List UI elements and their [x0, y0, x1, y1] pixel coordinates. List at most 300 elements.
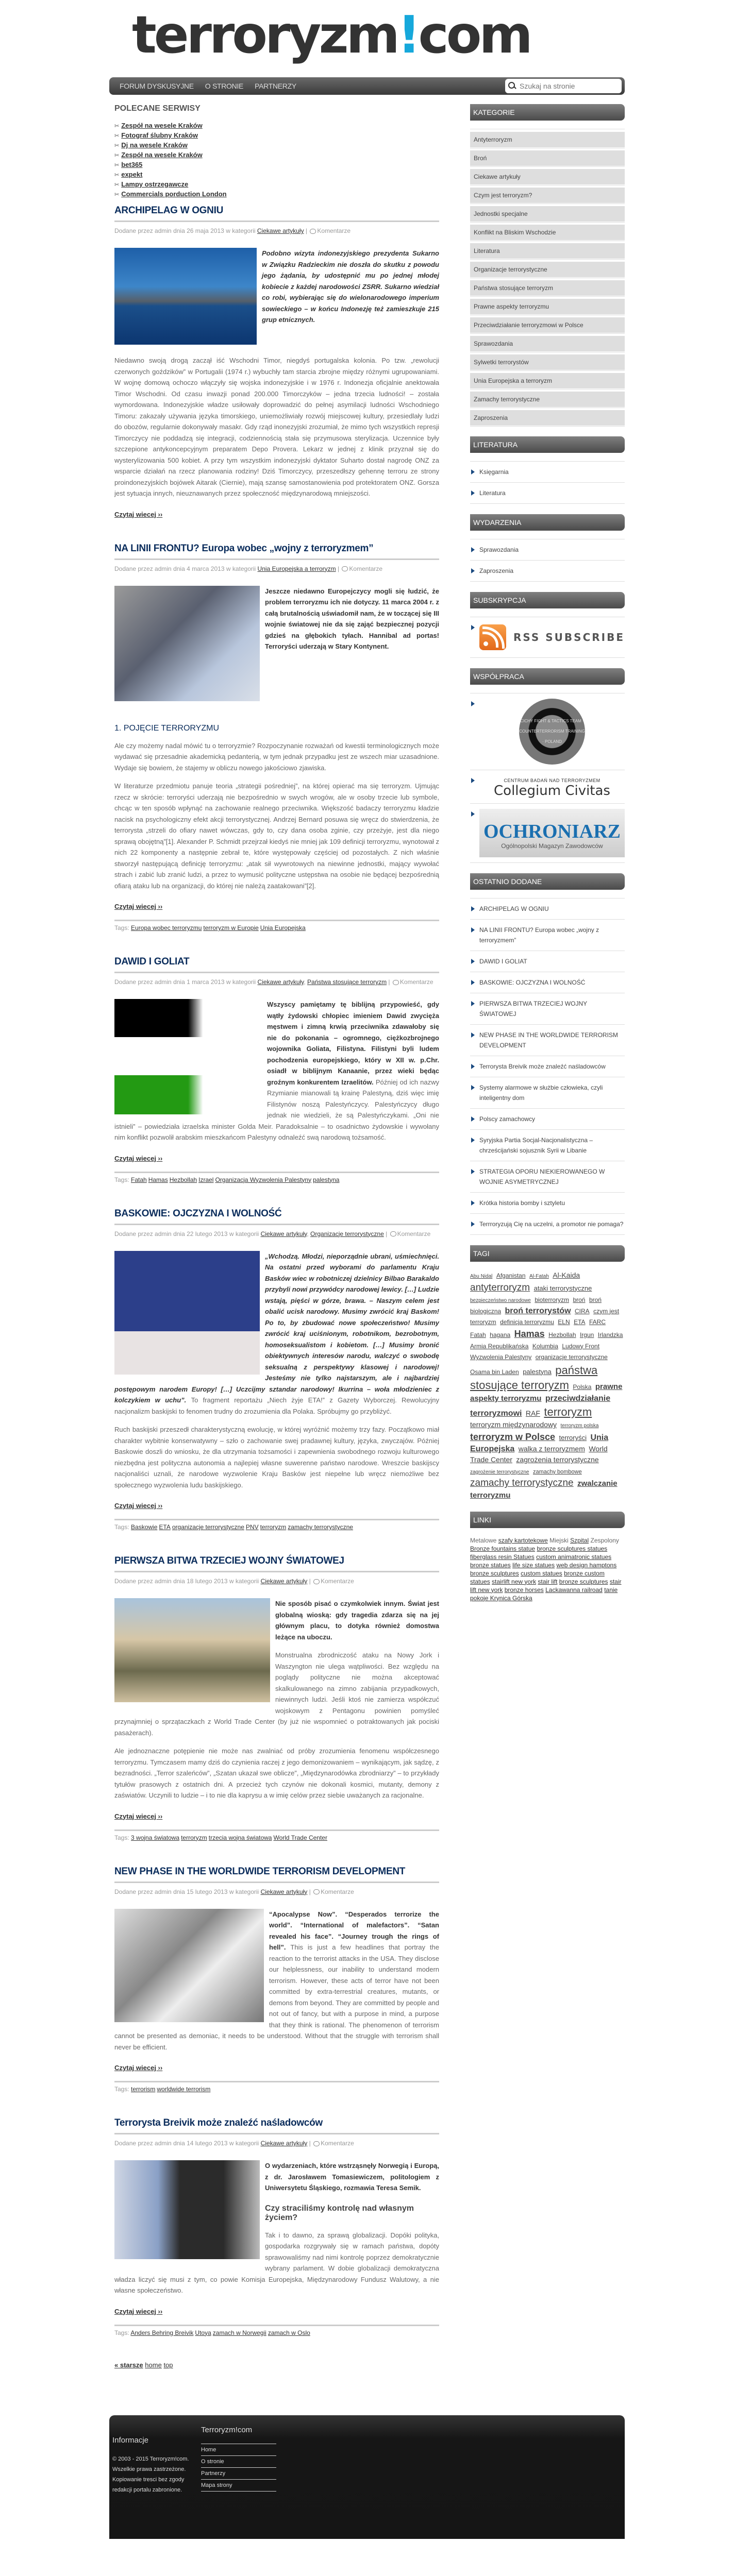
sidebar-link[interactable]: tanie pokoje Krynica Górska: [470, 1586, 618, 1602]
tag-cloud-link[interactable]: Al-Kaida: [553, 1271, 580, 1279]
recent-post-item[interactable]: NA LINII FRONTU? Europa wobec „wojny z terroryzmem”: [470, 920, 625, 951]
tag-cloud-link[interactable]: FARC: [589, 1318, 606, 1326]
categories-list: [470, 129, 625, 426]
sidebar-link[interactable]: Lackawanna railroad: [545, 1586, 603, 1594]
home-link[interactable]: home: [145, 2361, 162, 2369]
read-more-link[interactable]: Czytaj wiecej ››: [114, 1812, 163, 1820]
newspaper-headlines-al-qaida-photo[interactable]: [114, 1909, 264, 2022]
recent-post-item[interactable]: STRATEGIA OPORU NIEKIEROWANEGO W WOJNIE ASYMETRYCZNEJ: [470, 1161, 625, 1193]
ochroniarz-logo: [479, 809, 625, 857]
logo-exclamation: !: [397, 5, 419, 65]
post-meta: Dodane przez admin dnia 26 maja 2013 w kategorii Ciekawe artykuły | Komentarze: [114, 227, 351, 234]
tag-cloud-link[interactable]: Fatah: [470, 1331, 486, 1339]
post-title[interactable]: PIERWSZA BITWA TRZECIEJ WOJNY ŚWIATOWEJ: [114, 1555, 439, 1572]
badge-text: CICHY FIGHT & TACTICS TEAM · COUNTERTERRORISM TRAINING · POLAND: [519, 719, 585, 744]
tag-cloud-link[interactable]: RAF: [525, 1409, 540, 1417]
post-meta: Dodane przez admin dnia 14 lutego 2013 w kategorii Ciekawe artykuły | Komentarze: [114, 2140, 354, 2147]
wydarzenia-item[interactable]: Zaproszenia: [470, 561, 625, 582]
post-date: 1 marca 2013: [187, 978, 225, 986]
recent-post-item[interactable]: Polscy zamachowcy: [470, 1109, 625, 1130]
tag-cloud-link[interactable]: Afganistan: [496, 1272, 526, 1279]
tag-cloud-link[interactable]: definicja terroryzmu: [500, 1318, 554, 1326]
post-side-body: Monstrualna zbrodniczość ataku na Nowy Jork i Waszyngton nie ulega wątpliwości. Bez względu na poglądy polityczne nie można akceptować skalkulowanego na zimno zabijania przypadkowych, niewinnych ludzi. Jeśli ktoś nie zamierza współczuć wojskowym z Pentagonu powinien pomyśleć przynajmniej o sprzątaczkach z World Trade Center (by już nie wspomnieć o potraktowanych jak pociski pasażerach).: [114, 1651, 439, 1737]
tag-cloud-link[interactable]: czym jest terroryzm: [470, 1307, 620, 1326]
tag-cloud-link[interactable]: broń: [573, 1296, 586, 1304]
category-item[interactable]: Przeciwdziałanie terroryzmowi w Polsce: [470, 317, 625, 333]
read-more-link[interactable]: Czytaj wiecej ››: [114, 2064, 163, 2072]
post-tag-link[interactable]: Utoya: [195, 2329, 211, 2336]
polecane-title: POLECANE SERWISY: [114, 104, 201, 113]
recent-post-item[interactable]: ARCHIPELAG W OGNIU: [470, 899, 625, 920]
civitas-subtitle: CENTRUM BADAŃ NAD TERRORYZMEM: [504, 778, 600, 783]
polecane-link[interactable]: Zespół na wesele Kraków: [121, 151, 203, 159]
sidebar-link-text: Zespolony: [590, 1536, 619, 1544]
recent-post-item[interactable]: PIERWSZA BITWA TRZECIEJ WOJNY ŚWIATOWEJ: [470, 993, 625, 1025]
tag-cloud-link[interactable]: zagrożenie terrorystyczne: [470, 1469, 529, 1475]
post-tags: [114, 1172, 439, 1183]
category-item[interactable]: Broń: [470, 150, 625, 166]
widget-title-wspolpraca: WSPÓŁPRACA: [470, 668, 625, 685]
polecane-link[interactable]: bet365: [121, 161, 143, 168]
sidebar-link[interactable]: bronze sculptures: [559, 1578, 608, 1585]
post-title[interactable]: BASKOWIE: OJCZYZNA I WOLNOŚĆ: [114, 1208, 439, 1225]
category-item[interactable]: Prawne aspekty terroryzmu: [470, 299, 625, 315]
post-tag-link[interactable]: Izrael: [198, 1176, 214, 1183]
post-inline-body: Później od ich nazwy Rzymianie mianowali tą krainę Palestyną, dziś więc imię Filistynów noszą Palestyńczycy. Palestyńczycy długo jednak nie wiedzieli, że są Palestyńczykami. „Oni nie istnieli” – powiedziała izraelska minister Golda Meir. Paradoksalnie – to osadnictwo żydowskie i wywołany nim konflikt pozwolił arabskim mieszkańcom Palestyny odnaleźć swą narodową tożsamość.: [114, 1078, 439, 1141]
post-tag-link[interactable]: palestyna: [313, 1176, 340, 1183]
post-category-link[interactable]: Unia Europejska a terroryzm: [257, 565, 336, 572]
sidebar-link[interactable]: Szpital: [570, 1536, 589, 1544]
recent-post-item[interactable]: Krótka historia bomby i sztyletu: [470, 1193, 625, 1214]
post-title[interactable]: NA LINII FRONTU? Europa wobec „wojny z terroryzmem”: [114, 543, 439, 560]
post-body: Tak i to dawno, za sprawą globalizacji. Dopóki polityka, gospodarka rozgrywały się w ramach państwa, dopóty sprawowaliśmy nad nimi kontrolę poprzez demokratycznie wybrany parlament. W dobie globalizacji demokratyczna władza liczyć się musi z tym, co powie Komisja Europejska, Międzynarodowy Fundusz Walutowy, a nie własne społeczeństwo.: [114, 2231, 439, 2294]
polecane-item: [114, 190, 439, 198]
post-tag-link[interactable]: ETA: [159, 1523, 171, 1531]
polecane-link[interactable]: Commercials porduction London: [121, 190, 227, 198]
collegium-civitas-logo: [479, 775, 625, 798]
post-body-2: W literaturze przedmiotu panuje teoria „strategii pośredniej”, na której opierać ma się terroryzm. Ujmując rzecz w skrócie: terroryści uderzają nie bezpośrednio w swych wrogów, ale w osoby trzecie lub symbole, chcąc w ten sposób wpłynąć na zachowanie realnego przeciwnika. Większość badaczy terroryzmu kładzie nacisk na psychologiczny efekt akcji terrorystycznej. Andrzej Bernard posuwa się wręcz do stwierdzenia, że terrorysta „strzeli do ofiary nawet wówczas, gdy to, czy dana osoba zginie, czy przeżyje, jest dla niego sprawą obojętną”[1]. Alexander P. Schmidt przejrzał kiedyś nie mniej jak 109 definicji terroryzmu, wynotował z nich 22 komponenty a następnie zebrał te, które występowały częściej od pozostałych. Z nich właśnie stworzył następującą definicję terroryzmu: „atak sił wywrotowych na niewinne jednostki, mający wywołać strach i zabić lub zranić ludzi, a przez to wymusić polityczne ustępstwa na osobie nie będącej bezpośrednią ofiarą ataku lub na organizacji, do której nie należą zaatakowani”[2].: [114, 782, 439, 890]
sidebar-link[interactable]: life size statues: [512, 1561, 555, 1569]
widget-title-wydarzenia: WYDARZENIA: [470, 514, 625, 531]
post-tag-link[interactable]: 3 wojna światowa: [131, 1834, 180, 1841]
comments-link[interactable]: Komentarze: [321, 1888, 354, 1895]
post-meta: Dodane przez admin dnia 15 lutego 2013 w kategorii Ciekawe artykuły | Komentarze: [114, 1888, 354, 1895]
tag-cloud-link[interactable]: terroryzm w Polsce: [470, 1432, 556, 1443]
post-category-link[interactable]: Państwa stosujące terroryzm: [307, 978, 387, 986]
post-lead-text: Nie sposób pisać o czymkolwiek innym. Świat jest globalną wioską: gdy tragedia zdarza się na jej głównym placu, to dotyka również domostwa leżące na uboczu.: [275, 1600, 439, 1641]
post-date: 4 marca 2013: [187, 565, 225, 572]
category-item[interactable]: Konflikt na Bliskim Wschodzie: [470, 225, 625, 241]
post-tag-link[interactable]: trzecia wojna światowa: [208, 1834, 272, 1841]
ochroniarz-subtitle: Ogólnopolski Magazyn Zawodowców: [501, 842, 603, 850]
search-input[interactable]: [520, 82, 618, 90]
post-subheading: Czy straciliśmy kontrolę nad własnym życiem?: [265, 2204, 414, 2222]
post-tag-link[interactable]: Organizacja Wyzwolenia Palestyny: [215, 1176, 312, 1183]
category-item[interactable]: Czym jest terroryzm?: [470, 188, 625, 204]
category-item[interactable]: Unia Europejska a terroryzm: [470, 373, 625, 389]
polecane-link[interactable]: Fotograf ślubny Kraków: [121, 131, 198, 139]
comments-link[interactable]: Komentarze: [321, 2140, 354, 2147]
polecane-item: [114, 151, 439, 159]
post-tag-link[interactable]: Fatah: [131, 1176, 147, 1183]
tag-cloud-link[interactable]: zagrożenia terrorystyczne: [516, 1455, 599, 1464]
post-title[interactable]: NEW PHASE IN THE WORLDWIDE TERRORISM DEVELOPMENT: [114, 1866, 439, 1883]
tag-cloud: [470, 1270, 625, 1501]
post-category-link[interactable]: Ciekawe artykuły: [260, 2140, 308, 2147]
tag-cloud-link[interactable]: bezpieczeństwo narodowe: [470, 1298, 531, 1304]
rss-subscribe-item[interactable]: [470, 617, 625, 658]
tag-cloud-link[interactable]: Al-Fatah: [529, 1274, 549, 1279]
category-item[interactable]: Jednostki specjalne: [470, 206, 625, 222]
links-widget: [470, 1536, 625, 1602]
post-tag-link[interactable]: Baskowie: [131, 1523, 158, 1531]
recent-post-item[interactable]: Syryjska Partia Socjal-Nacjonalistyczna – chrześcijański sojusznik Syrii w Libanie: [470, 1130, 625, 1161]
category-item[interactable]: Państwa stosujące terroryzm: [470, 280, 625, 296]
recent-post-item[interactable]: Terrorysta Breivik może znaleźć naśladowców: [470, 1056, 625, 1077]
polecane-item: [114, 171, 439, 178]
recent-post-item[interactable]: NEW PHASE IN THE WORLDWIDE TERRORISM DEVELOPMENT: [470, 1025, 625, 1056]
cichy-fight-logo: [519, 699, 585, 765]
tag-cloud-link[interactable]: ELN: [558, 1318, 570, 1326]
post-tags: [114, 1829, 439, 1841]
tags-label: Tags:: [114, 1834, 129, 1841]
polecane-link[interactable]: Zespół na wesele Kraków: [121, 122, 203, 129]
recent-post-item[interactable]: BASKOWIE: OJCZYZNA I WOLNOŚĆ: [470, 972, 625, 993]
post-lead-text: „Wchodzą. Młodzi, nieporządnie ubrani, uśmiechnięci. Na ostatni przed wyborami do parlamentu Kraju Basków wiec w robotniczej dzielnicy Bilbao Barakaldo przybyli nowi przywódcy narodowej lewicy. […] Ludzie wstają, pięści w górze, brawa. – Naszym celem jest obalić ucisk narodowy. Musimy zwrócić kraj Baskom! Po to, by zbudować nowe społeczeństwo! Musimy zwrócić kraj uciśnionym, robotnikom, bezrobotnym, homoseksualistom i kobietom. […] Musimy bronić obiektywnych interesów narodu, walczyć o swobodę seksualną z perspektywy klasowej i narodowej! Jesteśmy nie tylko najstarszym, ale i najbardziej postępowym narodem Europy! […] Uczcijmy sztandar narodowy! Ikurrina – woła młodzieniec z kolczykiem w uchu”.: [114, 1252, 439, 1404]
footer-site-title: Terroryzm!com: [201, 2426, 276, 2444]
post-tag-link[interactable]: PNV: [245, 1523, 259, 1531]
polecane-item: [114, 131, 439, 139]
category-item[interactable]: Sylwetki terrorystów: [470, 354, 625, 370]
post-category-link[interactable]: Ciekawe artykuły: [260, 1230, 307, 1238]
widget-title-literatura: LITERATURA: [470, 436, 625, 453]
search-icon[interactable]: [508, 82, 516, 90]
main-content: [109, 104, 439, 2400]
tag-cloud-link[interactable]: państwa stosujące terroryzm: [470, 1363, 598, 1392]
sidebar-link[interactable]: stair lift: [538, 1578, 558, 1585]
recent-post-item[interactable]: DAWID I GOLIAT: [470, 951, 625, 972]
post-lead-text: O wydarzeniach, które wstrząsnęły Norwegią i Europą, z dr. Jarosławem Tomasiewiczem, politologiem z Uniwersytetu Śląskiego, rozmawia Teresa Semik.: [265, 2162, 439, 2192]
comments-link[interactable]: Komentarze: [317, 227, 351, 234]
post-tag-link[interactable]: terroryzm: [260, 1523, 287, 1531]
read-more-link[interactable]: Czytaj wiecej ››: [114, 1154, 163, 1162]
tag-cloud-link[interactable]: zamachy bombowe: [532, 1468, 582, 1475]
footer: [109, 2415, 625, 2539]
tag-cloud-link[interactable]: Abu Nidal: [470, 1274, 493, 1279]
subscription-list: [470, 617, 625, 658]
post-title[interactable]: DAWID I GOLIAT: [114, 956, 439, 973]
main-nav: [109, 77, 625, 95]
post: [114, 1555, 439, 1841]
nav-forum[interactable]: FORUM DYSKUSYJNE: [120, 82, 194, 90]
comment-icon: [393, 980, 399, 985]
polecane-link[interactable]: expekt: [121, 171, 143, 178]
widget-title-subskrypcja: SUBSKRYPCJA: [470, 592, 625, 608]
tag-cloud-link[interactable]: terroryści: [559, 1434, 587, 1442]
post-meta: Dodane przez admin dnia 22 lutego 2013 w kategorii Ciekawe artykuły, Organizacje terrorystyczne | Komentarze: [114, 1230, 431, 1238]
partner-collegium-civitas[interactable]: [470, 770, 625, 804]
meta-added-by: Dodane przez admin dnia: [114, 1888, 185, 1895]
tags-label: Tags:: [114, 2329, 129, 2336]
read-more-link[interactable]: Czytaj wiecej ››: [114, 510, 163, 518]
tag-cloud-link[interactable]: broń biologiczna: [470, 1296, 602, 1315]
post-date: 18 lutego 2013: [187, 1578, 228, 1585]
sidebar-link[interactable]: fiberglass resin Statues: [470, 1553, 535, 1561]
post: [114, 956, 439, 1183]
meta-in-category: w kategorii: [229, 1230, 259, 1238]
post-meta: Dodane przez admin dnia 18 lutego 2013 w kategorii Ciekawe artykuły | Komentarze: [114, 1578, 354, 1585]
polecane-link[interactable]: Lampy ostrzegawcze: [121, 180, 189, 188]
post-date: 22 lutego 2013: [187, 1230, 228, 1238]
tag-cloud-link[interactable]: Irlandzka Armia Republikańska: [470, 1331, 623, 1350]
tags-label: Tags:: [114, 924, 129, 931]
civitas-title: Collegium Civitas: [494, 783, 610, 799]
tag-cloud-link[interactable]: ETA: [574, 1318, 586, 1326]
tag-cloud-link[interactable]: Hezbollah: [548, 1331, 576, 1339]
comments-link[interactable]: Komentarze: [397, 1230, 431, 1238]
post-tag-link[interactable]: zamach w Norwegii: [212, 2329, 266, 2336]
footer-link[interactable]: Home: [201, 2444, 276, 2456]
post-tag-link[interactable]: terrorism: [131, 2086, 156, 2093]
post-tag-link[interactable]: Hezbollah: [169, 1176, 197, 1183]
volcano-island-photo[interactable]: [114, 248, 257, 345]
logo-text: terroryzm: [132, 5, 397, 65]
post-tag-link[interactable]: Unia Europejska: [260, 924, 306, 931]
category-item[interactable]: Zaproszenia: [470, 410, 625, 426]
tag-cloud-link[interactable]: terroryzm międzynarodowy: [470, 1420, 557, 1429]
comments-link[interactable]: Komentarze: [399, 978, 433, 986]
tag-cloud-link[interactable]: Hamas: [514, 1329, 545, 1340]
sidebar-link-text: Miejski: [549, 1536, 569, 1544]
meta-in-category: w kategorii: [226, 227, 256, 234]
polecane-item: [114, 161, 439, 168]
sidebar-link-text: Metalowe: [470, 1536, 497, 1544]
post-category-link[interactable]: Ciekawe artykuły: [260, 1578, 308, 1585]
sidebar-link[interactable]: custom animatronic statues: [536, 1553, 612, 1561]
tag-cloud-link[interactable]: Polska: [573, 1383, 592, 1391]
post-category-link[interactable]: Ciekawe artykuły: [260, 1888, 308, 1895]
literatura-item[interactable]: Literatura: [470, 483, 625, 504]
post-category-link[interactable]: Organizacje terrorystyczne: [310, 1230, 384, 1238]
post-title[interactable]: ARCHIPELAG W OGNIU: [114, 205, 439, 222]
tag-cloud-link[interactable]: ataki terrorystyczne: [533, 1284, 592, 1292]
comment-icon: [313, 1889, 320, 1894]
police-officer-airport-photo[interactable]: [114, 586, 260, 701]
post-tag-link[interactable]: World Trade Center: [273, 1834, 327, 1841]
tag-cloud-link[interactable]: terroryzm polska: [560, 1423, 599, 1429]
sidebar: [470, 104, 625, 2400]
rss-icon: [479, 624, 506, 650]
category-item[interactable]: Zamachy terrorystyczne: [470, 392, 625, 408]
footer-link[interactable]: Partnerzy: [201, 2468, 276, 2480]
post-inline-body: To fragment reportażu „Niech żyje ETA!” z Gazety Wyborczej. Rewolucyjny nacjonalizm baskijski to fenomen trudny do zrozumienia dla Polaka. Spróbujmy go przybliżyć.: [114, 1396, 440, 1415]
polecane-item: [114, 180, 439, 188]
post-body: Ale jednoznaczne potępienie nie może nas zwalniać od próby zrozumienia fenomenu współczesnego terroryzmu. Tymczasem mamy dziś do czynienia raczej z jego demonizowaniem – wynikającym, jak sądzę, z bezradności. „Terror szaleńców”, „Szatan ukazał swe oblicze”, „Międzynarodówka zbrodniarzy” – to przykłady tytułów prasowych z ostatnich dni. A przecież tych czynów nie dokonali kosmici, mutanty, demony z zaświatów. Uczynili to ludzie – i to nie dla kaprysu a w imię celów przez siebie uważanych za racjonalne.: [114, 1747, 439, 1799]
logo-tld: com: [418, 5, 530, 65]
footer-link[interactable]: O stronie: [201, 2456, 276, 2468]
read-more-link[interactable]: Czytaj wiecej ››: [114, 903, 163, 910]
post-tag-link[interactable]: Europa wobec terroryzmu: [131, 924, 202, 931]
meta-in-category: w kategorii: [226, 978, 256, 986]
pager: [114, 2361, 439, 2369]
breivik-courtroom-photo[interactable]: [114, 2160, 260, 2259]
post-tag-link[interactable]: zamachy terrorystyczne: [288, 1523, 353, 1531]
comment-icon: [390, 1231, 396, 1236]
comment-icon: [313, 2141, 320, 2146]
sidebar-link[interactable]: bronze statues: [470, 1561, 511, 1569]
tag-cloud-link[interactable]: CIRA: [574, 1307, 590, 1315]
tag-cloud-link[interactable]: prawne aspekty terroryzmu: [470, 1382, 623, 1403]
post-date: 15 lutego 2013: [187, 1888, 228, 1895]
palestine-israel-flags-image[interactable]: [114, 999, 262, 1114]
post: [114, 205, 439, 518]
footer-info-title: Informacje: [112, 2435, 149, 2445]
post-category-link[interactable]: Ciekawe artykuły: [257, 978, 304, 986]
meta-added-by: Dodane przez admin dnia: [114, 978, 185, 986]
older-posts-link[interactable]: « starsze: [114, 2361, 143, 2369]
post-lead-text: Jeszcze niedawno Europejczycy mogli się łudzić, że problem terroryzmu ich nie dotyczy. 11 marca 2004 r. z całą brutalnością uświadomił nam, że w toczącej się III wojnie światowej nie da się zająć bezpiecznej pozycji gdzieś na głębokich tyłach. Hannibal ad portas! Terroryści uderzają w Stary Kontynent.: [265, 587, 439, 650]
sidebar-link[interactable]: Bronze fountains statue: [470, 1545, 536, 1552]
tag-cloud-link[interactable]: World Trade Center: [470, 1444, 608, 1464]
sidebar-link[interactable]: bronze custom statues: [470, 1569, 605, 1585]
meta-added-by: Dodane przez admin dnia: [114, 227, 185, 234]
widget-title-linki: LINKI: [470, 1512, 625, 1528]
eta-press-conference-photo[interactable]: [114, 1251, 260, 1375]
partner-cichy-fight[interactable]: [470, 693, 625, 770]
wydarzenia-item[interactable]: Sprawozdania: [470, 539, 625, 561]
nav-o-stronie[interactable]: O STRONIE: [205, 82, 244, 90]
post-lead-text: Wszyscy pamiętamy tę biblijną przypowieść, gdy wątły żydowski chłopiec imieniem Dawid zwycięża męstwem i zimną krwią przeciwnika zdawałoby się nie do pokonania – ogromnego, ciężkozbrojnego wojownika Goliata, Filistyna. Filistyni byli ludem pochodzenia europejskiego, który w XII w. p.Chr. osiadł w biblijnym Kanaanie, przez wieki będąc groźnym konkurentem Izraelitów.: [267, 1001, 439, 1086]
post-tag-link[interactable]: worldwide terrorism: [157, 2086, 211, 2093]
literatura-item[interactable]: Księgarnia: [470, 462, 625, 483]
post: [114, 2117, 439, 2336]
post-meta: Dodane przez admin dnia 1 marca 2013 w kategorii Ciekawe artykuły, Państwa stosujące terroryzm | Komentarze: [114, 978, 433, 986]
sidebar-link[interactable]: web design hamptons: [556, 1561, 617, 1569]
polecane-link[interactable]: Dj na wesele Kraków: [121, 141, 188, 149]
footer-copyright: © 2003 - 2015 Terroryzm!com. Wszelkie prawa zastrzeżone. Kopiowanie tresci bez zgody redakcji portalu zabronione.: [112, 2455, 189, 2493]
tag-cloud-link[interactable]: Osama bin Laden: [470, 1368, 519, 1376]
search-box: [505, 79, 622, 93]
meta-added-by: Dodane przez admin dnia: [114, 2140, 185, 2147]
category-item[interactable]: Organizacje terrorystyczne: [470, 262, 625, 278]
rss-label: RSS SUBSCRIBE: [513, 631, 625, 643]
meta-in-category: w kategorii: [229, 1888, 259, 1895]
recent-post-item[interactable]: Terrroryzują Cię na uczelni, a promotor nie pomaga?: [470, 1214, 625, 1235]
tag-cloud-link[interactable]: antyterroryzm: [470, 1282, 530, 1293]
posts-list: [114, 205, 439, 2336]
read-more-link[interactable]: Czytaj wiecej ››: [114, 2307, 163, 2315]
tags-label: Tags:: [114, 2086, 129, 2093]
post-tag-link[interactable]: terroryzm w Europie: [203, 924, 259, 931]
footer-link[interactable]: Mapa strony: [201, 2480, 276, 2492]
meta-in-category: w kategorii: [229, 2140, 259, 2147]
post-title[interactable]: Terrorysta Breivik może znaleźć naśladowców: [114, 2117, 439, 2134]
sidebar-link[interactable]: stairlift new york: [492, 1578, 537, 1585]
tag-cloud-link[interactable]: Ludowy Front Wyzwolenia Palestyny: [470, 1342, 600, 1361]
footer-links: [201, 2444, 276, 2492]
tag-cloud-link[interactable]: organizacje terrorystyczne: [535, 1353, 608, 1361]
post-meta: Dodane przez admin dnia 4 marca 2013 w kategorii Unia Europejska a terroryzm | Komentarze: [114, 565, 383, 572]
post: [114, 1208, 439, 1531]
post-lead-text: “Apocalypse Now”. “Desperados terrorize the world”. “International of malefactors”. “Satan revealed his face”. “Journey trough the rings of hell”.: [269, 1910, 439, 1951]
top-link[interactable]: top: [163, 2361, 173, 2369]
polecane-item: [114, 141, 439, 149]
sidebar-link[interactable]: bronze horses: [504, 1586, 544, 1594]
widget-title-tagi: TAGI: [470, 1245, 625, 1262]
category-item[interactable]: Literatura: [470, 243, 625, 259]
comments-link[interactable]: Komentarze: [349, 565, 383, 572]
post: [114, 543, 439, 932]
polecane-list: [114, 122, 439, 198]
post-date: 26 maja 2013: [187, 227, 224, 234]
category-item[interactable]: Antyterroryzm: [470, 132, 625, 148]
armed-fighters-photo[interactable]: [114, 1598, 270, 1702]
post-subheading: 1. POJĘCIE TERRORYZMU: [114, 723, 219, 733]
tag-cloud-link[interactable]: przeciwdziałanie terroryzmowi: [470, 1394, 611, 1418]
post: [114, 1866, 439, 2093]
tag-cloud-link[interactable]: Unia Europejska: [470, 1433, 609, 1453]
meta-in-category: w kategorii: [226, 565, 256, 572]
nav-partnerzy[interactable]: PARTNERZY: [255, 82, 296, 90]
post-tag-link[interactable]: Anders Behring Breivik: [130, 2329, 194, 2336]
partner-ochroniarz[interactable]: [470, 804, 625, 863]
tag-cloud-link[interactable]: zamachy terrorystyczne: [470, 1478, 574, 1489]
ochroniarz-title: OCHRONIARZ: [483, 821, 621, 842]
sidebar-link[interactable]: custom statues: [521, 1569, 562, 1577]
meta-added-by: Dodane przez admin dnia: [114, 1578, 185, 1585]
tag-cloud-link[interactable]: palestyna: [523, 1367, 552, 1376]
sidebar-link[interactable]: szafy kartotekowe: [498, 1536, 548, 1544]
post-body: Ruch baskijski przeszedł charakterystyczną ewolucję, w której wyróżnić możemy trzy fazy. Początkowo miał charakter wybitnie konserwatywny – szło o zachowanie swej pradawnej kultury, języka, zwyczajów. Później Baskowie doszli do wniosku, że dla utrzymania tożsamości i zapewnienia swobodnego rozwoju kulturowego niezbędna jest polityczna autonomia a najlepiej własne suwerenne państwo narodowe. Wreszcie baskijscy nacjonaliści uznali, że narodowe wyzwolenie Kraju Basków jest niepełne lub wręcz niemożliwe bez społecznego wyzwolenia ludu baskijskiego.: [114, 1426, 439, 1489]
tag-cloud-link[interactable]: Kolumbia: [532, 1342, 558, 1350]
comment-icon: [310, 229, 316, 234]
post-tags: [114, 1519, 439, 1531]
recent-post-item[interactable]: Systemy alarmowe w służbie człowieka, czyli inteligentny dom: [470, 1077, 625, 1109]
post-tag-link[interactable]: Hamas: [148, 1176, 168, 1183]
tag-cloud-link[interactable]: hagana: [490, 1331, 511, 1339]
tag-cloud-link[interactable]: broń terrorystów: [505, 1306, 571, 1315]
widget-title-ostatnio: OSTATNIO DODANE: [470, 873, 625, 890]
tag-cloud-link[interactable]: walka z terroryzmem: [518, 1444, 585, 1453]
post-tag-link[interactable]: organizacje terrorystyczne: [172, 1523, 244, 1531]
comment-icon: [342, 566, 348, 571]
post-tag-link[interactable]: zamach w Oslo: [268, 2329, 310, 2336]
literatura-list: [470, 461, 625, 504]
tag-cloud-link[interactable]: zwalczanie terroryzmu: [470, 1479, 618, 1500]
post-tag-link[interactable]: terroryzm: [181, 1834, 207, 1841]
category-item[interactable]: Ciekawe artykuły: [470, 169, 625, 185]
post-body: Niedawno swoją drogą zaczął iść Wschodni Timor, niegdyś portugalska kolonia. Po tzw. „rewolucji czerwonych goździków” w Portugalii (1974 r.) wybuchły tam starcia zbrojne między różnymi ugrupowaniami. W wojnę domową ochoczo włączyły się wojska indonezyjskie i w 1976 r. Indonezja oficjalnie anektowała Timor Wschodni. Od czasu inwazji ponad 200.000 Timorczyków – jedna trzecia ludności! – została wymordowana. Indonezyjskie władze usiłowały doprowadzić do pełnej asymilacji ludności Wschodniego Timoru: zakazały używania języka timorskiego, uniemożliwiały rozwój miejscowej kultury, przesiedlały ludzi do obozów, regularnie dokonywały masakr. Gdy rząd inonezyjski zrozumiał, że mimo tych wszystkich represji Timorczycy nie poddadzą się integracji, codziennością stała się przymusowa sterylizacja. Uczennice były szczepione antykoncepcyjnym preparatem Depo Provera. Lekarz w jednej z klinik przyznał się do wysterylizowania 500 kobiet. A przy tym wszystkim indonezyjski dyktator Suharto dostał nagrodę ONZ za wsparcie działań na rzecz planowania rodziny! Dziś Timorczycy, przeszedłszy gehennę terroru ze strony proindonezyjskich bojówek Aitarak (Ciernie), mają szansę samostanowienia pod protektoratem ONZ. Gorsza jest sytuacja innych, nieuznawanych przez społeczność międzynarodową mniejszości.: [114, 357, 439, 497]
site-logo[interactable]: [132, 5, 530, 65]
category-item[interactable]: Sprawozdania: [470, 336, 625, 352]
sidebar-link[interactable]: bronze sculptures: [470, 1569, 519, 1577]
post-lead-text: Podobno wizyta indonezyjskiego prezydenta Sukarno w Związku Radzieckim nie doszła do skutku z powodu jego żądania, by udostępnić mu po jednej młodej kobiecie z każdej narodowości ZSRR. Sukarno wiedział co robi, wybierając się do wielonarodowego imperium sowieckiego – w końcu Indonezję też zamieszkuje 215 grup etnicznych.: [262, 249, 439, 324]
tag-cloud-link[interactable]: Irgun: [579, 1331, 594, 1339]
meta-added-by: Dodane przez admin dnia: [114, 1230, 185, 1238]
post-category-link[interactable]: Ciekawe artykuły: [257, 227, 304, 234]
post-tags: [114, 2325, 439, 2336]
comments-link[interactable]: Komentarze: [321, 1578, 354, 1585]
tag-cloud-link[interactable]: terroryzm: [544, 1405, 592, 1418]
partners-list: [470, 693, 625, 863]
read-more-link[interactable]: Czytaj wiecej ››: [114, 1502, 163, 1510]
post-tags: [114, 2081, 439, 2093]
recent-posts-list: [470, 898, 625, 1235]
sidebar-link[interactable]: bronze sculptures statues: [537, 1545, 608, 1552]
post-inline-body: This is just a few headlines that portray the reaction to the terrorist attacks in the USA. They disclose our helplessness, our inability to understand modern terrorism. However, these acts of terror have not been committed by extra-terrestrial creatures, mutants, or demons from beyond. They are committed by people and not out of fancy, but with a purpose in mind, a purpose that they think is rational. The phenomenon of terrorism cannot be presented as demoniac, it needs to be understood. Without that the struggle with terrorism shall never be efficient.: [114, 1943, 439, 2051]
sidebar-link[interactable]: stair lift new york: [470, 1578, 622, 1594]
tag-cloud-link[interactable]: bioterroryzm: [535, 1296, 569, 1304]
